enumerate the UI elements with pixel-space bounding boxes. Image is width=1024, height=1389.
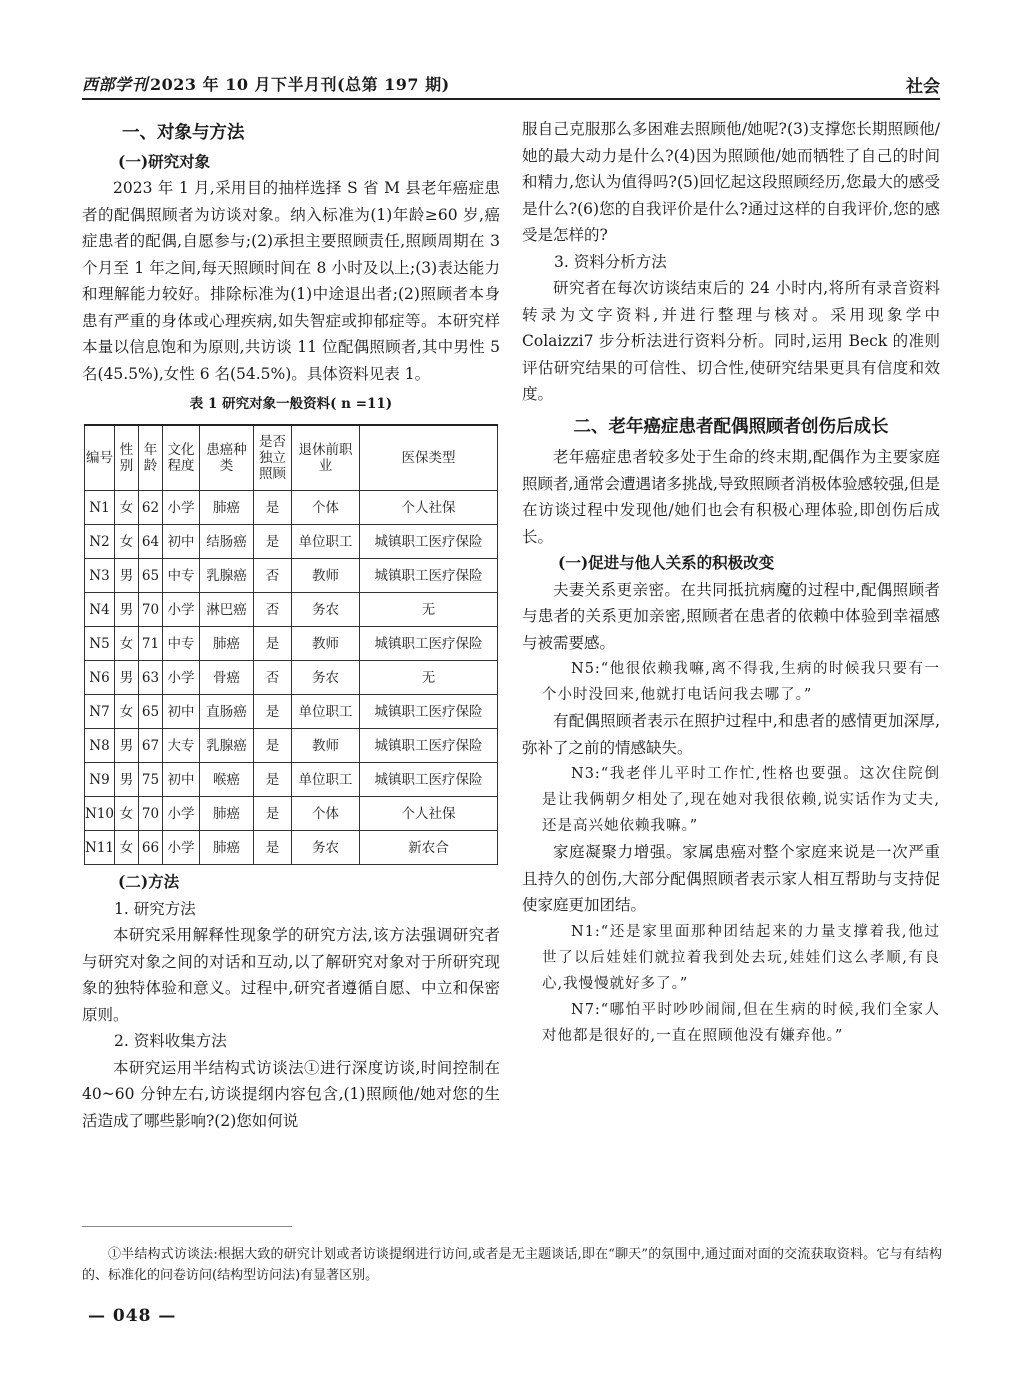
table-cell: 女 <box>115 627 139 661</box>
table-cell: N1 <box>85 491 115 525</box>
table-header-row <box>85 425 498 491</box>
quote-n1: N1:“还是家里面那种团结起来的力量支撑着我,他过世了以后娃娃们就拉着我到处去玩,娃娃们这么孝顺,有良心,我慢慢就好多了。” <box>542 923 940 992</box>
section-heading-2: 二、老年癌症患者配偶照顾者创伤后成长 <box>573 416 889 437</box>
subheading-research-subjects: (一)研究对象 <box>118 151 211 171</box>
table-row <box>85 559 498 593</box>
table-cell: 个人社保 <box>360 797 498 831</box>
table-cell: 是 <box>254 831 292 865</box>
paragraph-subjects: 2023 年 1 月,采用目的抽样选择 S 省 M 县老年癌症患者的配偶照顾者为访谈对象。纳入标准为(1)年龄≥60 岁,癌症患者的配偶,自愿参与;(2)承担主要照顾责任,照顾周期在 3 个月至 1 年之间,每天照顾时间在 8 小时及以上;(3)表达能力和理解能力较好。排除标准为(1)中途退出者;(2)照顾者本身患有严重的身体或心理疾病,如失智症或抑郁症等。本研究样本量以信息饱和为原则,共访谈 11 位配偶照顾者,其中男性 5 名(45.5%),女性 6 名(54.5%)。具体资料见表 1。 <box>82 179 500 383</box>
table-cell: N6 <box>85 661 115 695</box>
table-cell: N2 <box>85 525 115 559</box>
table-header-cell: 编号 <box>85 425 115 491</box>
table-cell: 初中 <box>163 763 200 797</box>
table-cell: N3 <box>85 559 115 593</box>
table-cell: N5 <box>85 627 115 661</box>
table-cell: 小学 <box>163 831 200 865</box>
table-cell: 城镇职工医疗保险 <box>360 559 498 593</box>
table-cell: 71 <box>139 627 163 661</box>
table-header-cell: 性别 <box>115 425 139 491</box>
table-cell: 肺癌 <box>200 491 254 525</box>
table-cell: 教师 <box>292 627 360 661</box>
subheading-research-method: 1. 研究方法 <box>114 899 196 918</box>
quote-n7: N7:“哪怕平时吵吵闹闹,但在生病的时候,我们全家人对他都是很好的,一直在照顾他没有嫌弃他。” <box>542 1001 940 1044</box>
table-cell: 结肠癌 <box>200 525 254 559</box>
table-cell: 肺癌 <box>200 831 254 865</box>
table-cell: 女 <box>115 525 139 559</box>
table-header-cell: 年龄 <box>139 425 163 491</box>
subjects-table <box>84 424 498 866</box>
table-cell: N11 <box>85 831 115 865</box>
paragraph-interview-outline: 服自己克服那么多困难去照顾他/她呢?(3)支撑您长期照顾他/她的最大动力是什么?(4)因为照顾他/她而牺牲了自己的时间和精力,您认为值得吗?(5)回忆起这段照顾经历,您最大的感受是什么?(6)您的自我评价是什么?通过这样的自我评价,您的感受是怎样的? <box>522 120 940 244</box>
page-header <box>82 70 940 100</box>
table-row <box>85 661 498 695</box>
table-cell: 单位职工 <box>292 763 360 797</box>
table-row <box>85 593 498 627</box>
table-cell: 小学 <box>163 593 200 627</box>
header-journal <box>82 72 450 95</box>
table-cell: 务农 <box>292 661 360 695</box>
paragraph-family-cohesion: 家庭凝聚力增强。家属患癌对整个家庭来说是一次严重且持久的创伤,大部分配偶照顾者表示家人相互帮助与支持促使家庭更加团结。 <box>522 843 940 914</box>
table-row <box>85 525 498 559</box>
table-header-cell: 是否独立照顾 <box>254 425 292 491</box>
paragraph-emotion: 有配偶照顾者表示在照护过程中,和患者的感情更加深厚,弥补了之前的情感缺失。 <box>522 712 940 757</box>
table-cell: 66 <box>139 831 163 865</box>
table-header-cell: 文化程度 <box>163 425 200 491</box>
table-cell: 65 <box>139 559 163 593</box>
table-cell: 肺癌 <box>200 797 254 831</box>
table-cell: 大专 <box>163 729 200 763</box>
paragraph-growth-intro: 老年癌症患者较多处于生命的终末期,配偶作为主要家庭照顾者,通常会遭遇诸多挑战,导致照顾者消极体验感较强,但是在访谈过程中发现他/她们也会有积极心理体验,即创伤后成长。 <box>522 448 940 546</box>
table-row <box>85 695 498 729</box>
table-cell: 乳腺癌 <box>200 729 254 763</box>
paragraph-research-method: 本研究采用解释性现象学的研究方法,该方法强调研究者与研究对象之间的对话和互动,以了解研究对象对于所研究现象的独特体验和意义。过程中,研究者遵循自愿、中立和保密原则。 <box>82 926 500 1024</box>
table-cell: 乳腺癌 <box>200 559 254 593</box>
footnote: ①半结构式访谈法:根据大致的研究计划或者访谈提纲进行访问,或者是无主题谈话,即在“聊天”的氛围中,通过面对面的交流获取资料。它与有结构的、标准化的问卷访问(结构型访问法)有显著区别。 <box>82 1247 942 1283</box>
table-cell: 是 <box>254 491 292 525</box>
quote-n5: N5:“他很依赖我嘛,离不得我,生病的时候我只要有一个小时没回来,他就打电话问我去哪了。” <box>542 661 940 703</box>
table-cell: 男 <box>115 559 139 593</box>
table-cell: 个体 <box>292 797 360 831</box>
table-cell: 65 <box>139 695 163 729</box>
subheading-relations: (一)促进与他人关系的积极改变 <box>558 553 775 572</box>
table-cell: 无 <box>360 661 498 695</box>
quote-n3: N3:“我老伴儿平时工作忙,性格也要强。这次住院倒是让我俩朝夕相处了,现在她对我很依赖,说实话作为丈夫,还是高兴她依赖我嘛。” <box>542 766 940 834</box>
table-cell: 喉癌 <box>200 763 254 797</box>
table-cell: 是 <box>254 797 292 831</box>
table-cell: 务农 <box>292 593 360 627</box>
table-cell: 女 <box>115 491 139 525</box>
journal-logo: 西部学刊 <box>82 75 149 94</box>
table-cell: 男 <box>115 593 139 627</box>
table-cell: 单位职工 <box>292 695 360 729</box>
section-label: 社会 <box>906 77 940 97</box>
table-cell: N7 <box>85 695 115 729</box>
table-cell: 女 <box>115 831 139 865</box>
subheading-data-analysis: 3. 资料分析方法 <box>554 252 667 271</box>
table-cell: 75 <box>139 763 163 797</box>
left-column <box>82 116 500 1134</box>
table-cell: 务农 <box>292 831 360 865</box>
issue-info: 2023 年 10 月下半月刊(总第 197 期) <box>150 75 450 94</box>
table-cell: 是 <box>254 695 292 729</box>
table-header-cell: 医保类型 <box>360 425 498 491</box>
table-cell: 淋巴癌 <box>200 593 254 627</box>
table-cell: 小学 <box>163 797 200 831</box>
table-row <box>85 729 498 763</box>
subheading-data-collection: 2. 资料收集方法 <box>114 1032 227 1050</box>
table-cell: 男 <box>115 763 139 797</box>
table-cell: 单位职工 <box>292 525 360 559</box>
page-number: — 048 — <box>88 1306 177 1326</box>
table-cell: 教师 <box>292 559 360 593</box>
paragraph-data-analysis: 研究者在每次访谈结束后的 24 小时内,将所有录音资料转录为文字资料,并进行整理与核对。采用现象学中 Colaizzi7 步分析法进行资料分析。同时,运用 Beck 的准则评估研究结果的可信性、切合性,使研究结果更具有信度和效度。 <box>522 279 940 403</box>
table-cell: N9 <box>85 763 115 797</box>
table-row <box>85 797 498 831</box>
table-cell: N10 <box>85 797 115 831</box>
table-cell: 小学 <box>163 661 200 695</box>
subheading-methods: (二)方法 <box>118 872 180 891</box>
table-header-cell: 退休前职业 <box>292 425 360 491</box>
table-cell: 城镇职工医疗保险 <box>360 695 498 729</box>
table-cell: 女 <box>115 695 139 729</box>
table-caption: 表 1 研究对象一般资料( n =11) <box>189 396 393 412</box>
table-cell: 初中 <box>163 525 200 559</box>
table-row <box>85 627 498 661</box>
table-cell: 女 <box>115 797 139 831</box>
table-cell: 个体 <box>292 491 360 525</box>
table-cell: 肺癌 <box>200 627 254 661</box>
table-cell: N8 <box>85 729 115 763</box>
footnote-rule <box>82 1226 292 1227</box>
table-cell: 教师 <box>292 729 360 763</box>
table-cell: 是 <box>254 627 292 661</box>
table-cell: 小学 <box>163 491 200 525</box>
table-cell: 骨癌 <box>200 661 254 695</box>
table-cell: 63 <box>139 661 163 695</box>
table-cell: 70 <box>139 593 163 627</box>
table-row <box>85 763 498 797</box>
table-cell: 城镇职工医疗保险 <box>360 763 498 797</box>
table-cell: 否 <box>254 593 292 627</box>
table-header-cell: 患癌种类 <box>200 425 254 491</box>
table-cell: 直肠癌 <box>200 695 254 729</box>
table-row <box>85 491 498 525</box>
table-cell: 67 <box>139 729 163 763</box>
table-cell: 男 <box>115 729 139 763</box>
table-cell: 是 <box>254 729 292 763</box>
table-cell: 城镇职工医疗保险 <box>360 627 498 661</box>
table-row <box>85 831 498 865</box>
paragraph-data-collection: 本研究运用半结构式访谈法①进行深度访谈,时间控制在 40~60 分钟左右,访谈提纲内容包含,(1)照顾他/她对您的生活造成了哪些影响?(2)您如何说 <box>82 1058 500 1130</box>
table-cell: 个人社保 <box>360 491 498 525</box>
table-cell: 中专 <box>163 559 200 593</box>
table-cell: 否 <box>254 559 292 593</box>
table-cell: N4 <box>85 593 115 627</box>
section-heading-1: 一、对象与方法 <box>122 123 245 143</box>
table-body <box>85 491 498 865</box>
table-cell: 中专 <box>163 627 200 661</box>
table-cell: 新农合 <box>360 831 498 865</box>
table-cell: 城镇职工医疗保险 <box>360 729 498 763</box>
table-cell: 城镇职工医疗保险 <box>360 525 498 559</box>
table-cell: 初中 <box>163 695 200 729</box>
table-cell: 否 <box>254 661 292 695</box>
table-cell: 无 <box>360 593 498 627</box>
table-cell: 62 <box>139 491 163 525</box>
table-cell: 70 <box>139 797 163 831</box>
header-rule <box>82 98 940 100</box>
paragraph-couple-relation: 夫妻关系更亲密。在共同抵抗病魔的过程中,配偶照顾者与患者的关系更加亲密,照顾者在患者的依赖中体验到幸福感与被需要感。 <box>522 580 940 652</box>
right-column <box>522 116 940 1049</box>
table-cell: 是 <box>254 525 292 559</box>
table-cell: 64 <box>139 525 163 559</box>
table-cell: 是 <box>254 763 292 797</box>
table-cell: 男 <box>115 661 139 695</box>
